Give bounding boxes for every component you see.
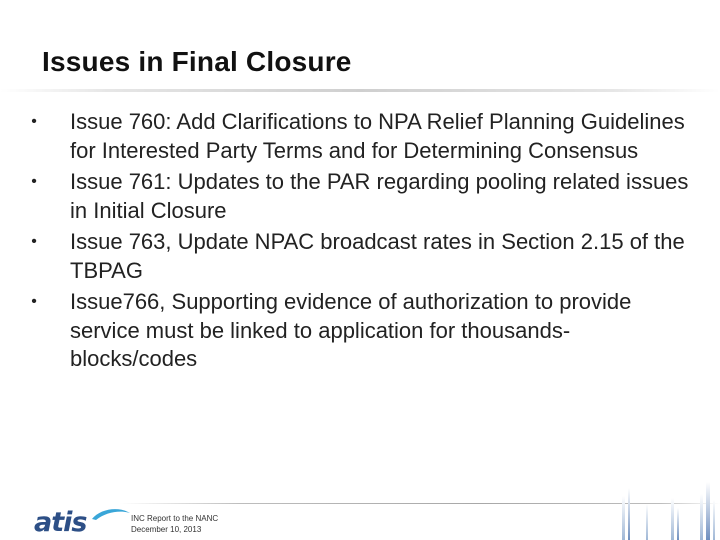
footer-date: December 10, 2013 xyxy=(131,525,202,534)
atis-logo xyxy=(34,507,134,540)
bullet-text: Issue766, Supporting evidence of authorization to provide service must be linked to application for thousands-blocks/codes xyxy=(70,289,632,371)
corner-decoration-icon xyxy=(616,478,720,540)
bullet-text: Issue 760: Add Clarifications to NPA Relief Planning Guidelines for Interested Party Terms and for Determining Consensus xyxy=(70,109,685,163)
bullet-marker: • xyxy=(31,173,37,190)
bullet-marker: • xyxy=(31,113,37,130)
bullet-list xyxy=(22,108,692,377)
title-divider xyxy=(0,89,720,92)
footer-report-label: INC Report to the NANC xyxy=(131,514,219,523)
bullet-marker: • xyxy=(31,293,37,310)
bullet-marker: • xyxy=(31,233,37,250)
bullet-item xyxy=(22,108,692,165)
slide-title: Issues in Final Closure xyxy=(42,46,352,77)
bullet-item xyxy=(22,168,692,225)
footer-caption xyxy=(131,513,218,535)
logo-wordmark: atis xyxy=(34,507,87,538)
bullet-item xyxy=(22,228,692,285)
bullet-text: Issue 763, Update NPAC broadcast rates in Section 2.15 of the TBPAG xyxy=(70,229,685,283)
bullet-text: Issue 761: Updates to the PAR regarding pooling related issues in Initial Closure xyxy=(70,169,689,223)
bullet-item xyxy=(22,288,692,374)
